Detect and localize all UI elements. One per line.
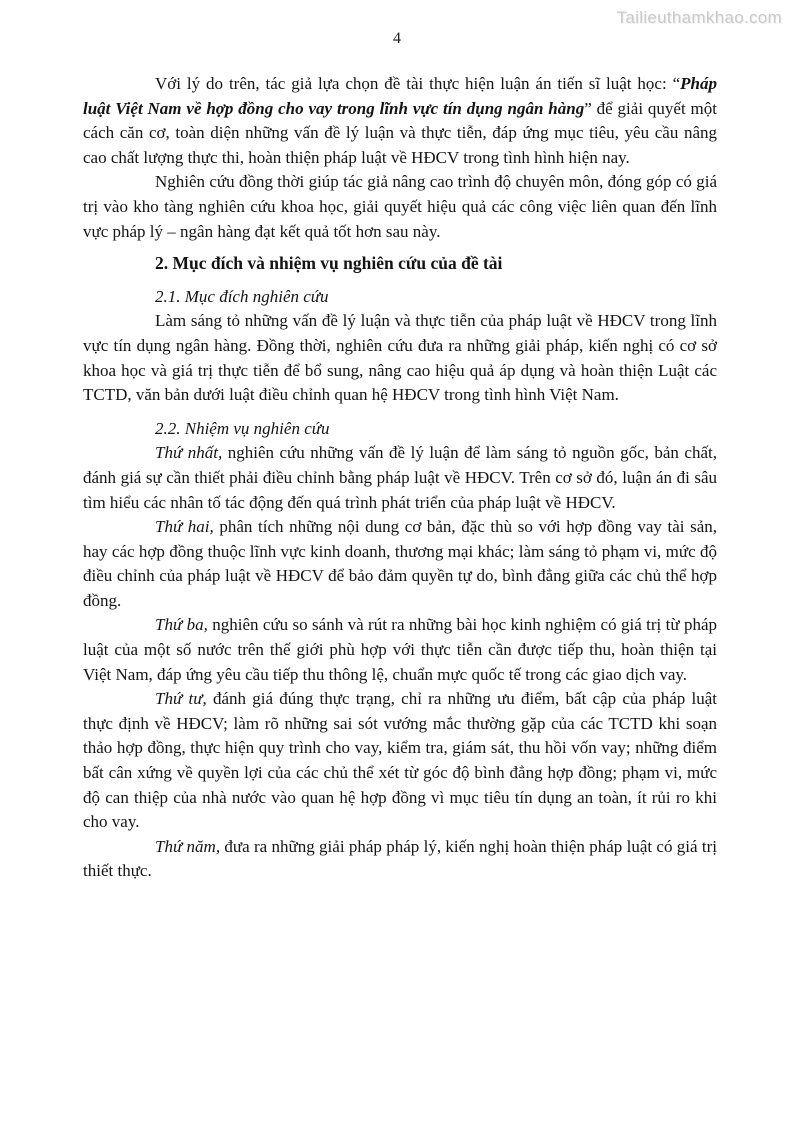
paragraph [83, 441, 717, 515]
text-run: Làm sáng tỏ những vấn đề lý luận và thực tiễn của pháp luật về HĐCV trong lĩnh vực tín dụng ngân hàng. Đồng thời, nghiên cứu đưa ra những giải pháp, kiến nghị có cơ sở khoa học và giá trị thực tiễn để bổ sung, nâng cao hiệu quả áp dụng và hoàn thiện Luật các TCTD, văn bản dưới luật điều chỉnh quan hệ HĐCV trong tình hình Việt Nam. [83, 311, 717, 405]
paragraph [83, 515, 717, 613]
paragraph [83, 309, 717, 407]
watermark: Tailieuthamkhao.com [616, 8, 782, 27]
text-run: Nghiên cứu đồng thời giúp tác giả nâng cao trình độ chuyên môn, đóng góp có giá trị vào kho tàng nghiên cứu khoa học, giải quyết hiệu quả các công việc liên quan đến lĩnh vực pháp lý – ngân hàng đạt kết quả tốt hơn sau này. [83, 172, 717, 241]
page-number: 4 [393, 30, 401, 47]
text-run: ” để giải quyết một cách căn cơ, toàn diện những vấn đề lý luận và thực tiễn, đáp ứng mục tiêu, yêu cầu nâng cao chất lượng thực thi, hoàn thiện pháp luật về HĐCV trong tình hình hiện nay. [83, 98, 717, 167]
subsection-heading [83, 285, 717, 310]
text-run: 2. Mục đích và nhiệm vụ nghiên cứu của đề tài [155, 253, 503, 274]
subsection-heading [83, 417, 717, 442]
text-run: phân tích những nội dung cơ bản, đặc thù so với hợp đồng vay tài sản, hay các hợp đồng thuộc lĩnh vực kinh doanh, thương mại khác; làm sáng tỏ phạm vi, mức độ điều chỉnh của pháp luật về HĐCV để bảo đảm quyền tự do, bình đẳng giữa các chủ thể hợp đồng. [83, 517, 718, 610]
text-run: nghiên cứu những vấn đề lý luận để làm sáng tỏ nguồn gốc, bản chất, đánh giá sự cần thiết phải điều chỉnh bằng pháp luật về HĐCV. Trên cơ sở đó, luận án đi sâu tìm hiểu các nhân tố tác động đến quá trình phát triển của pháp luật về HĐCV. [83, 443, 718, 512]
paragraph [83, 613, 717, 687]
text-run: nghiên cứu so sánh và rút ra những bài học kinh nghiệm có giá trị từ pháp luật của một số nước trên thế giới phù hợp với thực tiễn cần được tiếp thu, hoàn thiện tại Việt Nam, đáp ứng yêu cầu tiếp thu thông lệ, chuẩn mực quốc tế trong các giao dịch vay. [83, 615, 717, 684]
paragraph [83, 835, 717, 884]
document-body [83, 72, 717, 884]
text-run: Thứ năm, [155, 836, 221, 856]
paragraph [83, 170, 717, 244]
text-run: đưa ra những giải pháp pháp lý, kiến nghị hoàn thiện pháp luật có giá trị thiết thực. [83, 836, 717, 881]
text-run: Pháp luật Việt Nam về hợp đồng cho vay trong lĩnh vực tín dụng ngân hàng [83, 74, 717, 118]
text-run: Thứ ba, [155, 615, 208, 635]
paragraph [83, 687, 717, 835]
text-run: Thứ hai, [155, 517, 214, 537]
section-heading [83, 251, 717, 276]
text-run: Với lý do trên, tác giả lựa chọn đề tài thực hiện luận án tiến sĩ luật học: “ [155, 74, 681, 93]
text-run: 2.1. Mục đích nghiên cứu [155, 286, 329, 306]
text-run: Thứ nhất, [155, 443, 223, 463]
text-run: Thứ tư, [155, 689, 207, 709]
text-run: 2.2. Nhiệm vụ nghiên cứu [155, 418, 330, 438]
paragraph [83, 72, 717, 170]
text-run: đánh giá đúng thực trạng, chỉ ra những ưu điểm, bất cập của pháp luật thực định về HĐCV; làm rõ những sai sót vướng mắc thường gặp của các TCTD khi soạn thảo hợp đồng, thực hiện quy trình cho vay, kiểm tra, giám sát, thu hồi vốn vay; những điểm bất cân xứng về quyền lợi của các chủ thể xét từ góc độ bình đẳng hợp đồng; phạm vi, mức độ can thiệp của nhà nước vào quan hệ hợp đồng vì mục tiêu tín dụng an toàn, ít rủi ro khi cho vay. [83, 689, 717, 832]
